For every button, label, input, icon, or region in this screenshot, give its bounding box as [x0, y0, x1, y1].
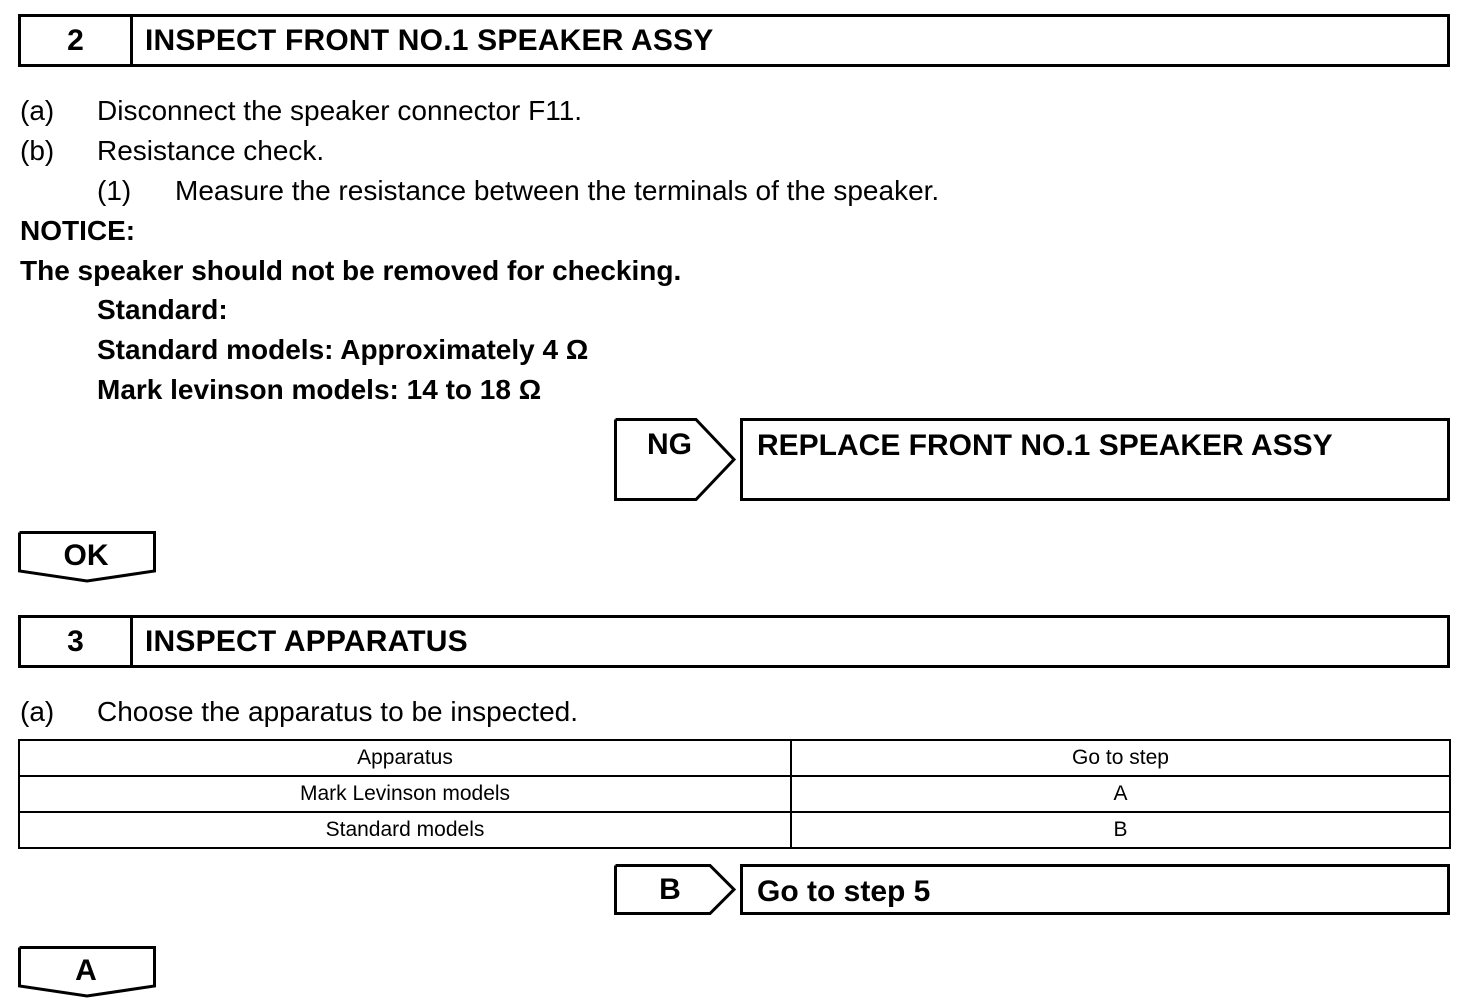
step-3-instruction-a-label: (a) [20, 696, 55, 727]
standard-heading: Standard: [97, 294, 228, 325]
instruction-b1 [0, 177, 1472, 207]
step-3-number: 3 [21, 618, 133, 665]
ok-label: OK [63, 539, 109, 572]
step-2-header [18, 14, 1450, 67]
table-cell-step: B [791, 812, 1450, 848]
step-2-title: INSPECT FRONT NO.1 SPEAKER ASSY [145, 23, 714, 57]
b-result-box [740, 864, 1450, 915]
b-result-text: Go to step 5 [757, 875, 931, 908]
table-header-row [19, 740, 1450, 776]
instruction-b1-label: (1) [97, 175, 132, 206]
table-cell-apparatus: Mark Levinson models [19, 776, 791, 812]
notice-heading: NOTICE: [20, 215, 136, 246]
mark-levinson-spec: Mark levinson models: 14 to 18 Ω [97, 374, 542, 405]
standard-models-spec: Standard models: Approximately 4 Ω [97, 334, 589, 365]
b-tag [614, 864, 738, 915]
step-3-instruction-a [0, 698, 1472, 728]
table-cell-apparatus: Standard models [19, 812, 791, 848]
instruction-b-label: (b) [20, 135, 55, 166]
a-tag [18, 946, 156, 1000]
step-3-instruction-a-text: Choose the apparatus to be inspected. [97, 696, 579, 727]
ng-result-text: REPLACE FRONT NO.1 SPEAKER ASSY [757, 429, 1333, 462]
ok-tag [18, 531, 156, 585]
step-3-header [18, 615, 1450, 668]
ng-tag [614, 418, 738, 501]
b-label: B [659, 873, 681, 906]
instruction-a-label: (a) [20, 95, 55, 126]
instruction-b1-text: Measure the resistance between the terminals of the speaker. [175, 175, 940, 206]
a-label: A [75, 954, 97, 987]
instruction-a-text: Disconnect the speaker connector F11. [97, 95, 583, 126]
ng-label: NG [647, 428, 692, 461]
table-cell-step: A [791, 776, 1450, 812]
step-3-title: INSPECT APPARATUS [145, 624, 468, 658]
apparatus-table [18, 739, 1451, 849]
ng-result-box [740, 418, 1450, 501]
instruction-b [0, 137, 1472, 167]
table-row [19, 812, 1450, 848]
notice-text: The speaker should not be removed for checking. [20, 255, 682, 286]
table-row [19, 776, 1450, 812]
step-2-number: 2 [21, 17, 133, 64]
instruction-b-text: Resistance check. [97, 135, 325, 166]
table-header-go-to-step: Go to step [791, 740, 1450, 776]
table-header-apparatus: Apparatus [19, 740, 791, 776]
instruction-a [0, 97, 1472, 127]
